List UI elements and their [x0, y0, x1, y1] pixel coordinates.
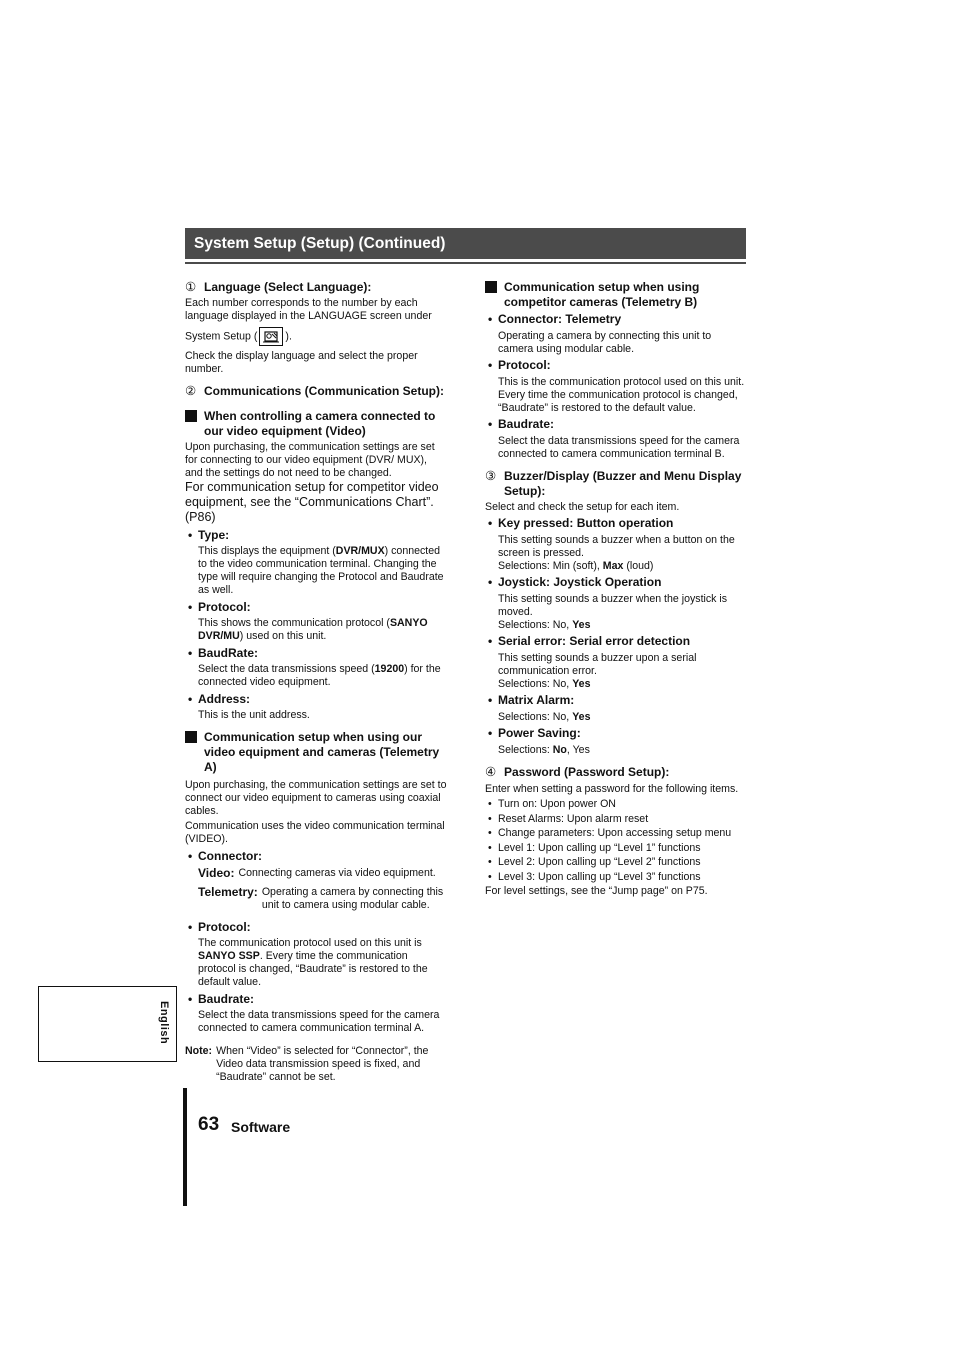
page-edge-bar: [183, 1088, 187, 1206]
telemetry-a-desc: Upon purchasing, the communication settings are set to connect our video equipment to cameras using coaxial cables.: [185, 779, 447, 817]
telemetry-a-terminal: Communication uses the video communication terminal (VIDEO).: [185, 820, 445, 845]
protocol-b-desc2: Every time the communication protocol is changed, “Baudrate” is restored to the default value.: [498, 389, 738, 414]
buzzer-heading: ③ Buzzer/Display (Buzzer and Menu Display Setup):: [485, 469, 742, 498]
protocol-desc: This shows the communication protocol (SANYO DVR/MU) used on this unit.: [198, 617, 428, 642]
list-item: • Level 1: Upon calling up “Level 1” functions: [485, 842, 747, 855]
address-desc: This is the unit address.: [198, 709, 310, 721]
connector-telemetry-row: Telemetry: Operating a camera by connecting this unit to camera using modular cable.: [198, 885, 444, 911]
protocol-a-desc: The communication protocol used on this unit is SANYO SSP. Every time the communication protocol is changed, “Baudrate” is restored to the default value.: [198, 937, 428, 988]
baudrate-a-desc: Select the data transmissions speed for the camera connected to camera communication terminal A.: [198, 1009, 440, 1034]
circled-number-3: ③: [485, 469, 497, 483]
video-competitor-note: For communication setup for competitor video equipment, see the “Communications Chart”. (P86): [185, 480, 439, 524]
connector-b-heading: • Connector: Telemetry: [485, 312, 747, 327]
joystick-heading: • Joystick: Joystick Operation: [485, 575, 747, 590]
power-saving-heading: • Power Saving:: [485, 726, 747, 741]
list-item: • Reset Alarms: Upon alarm reset: [485, 813, 747, 826]
circled-number-1: ①: [185, 280, 197, 294]
protocol-b-desc: This is the communication protocol used on this unit.: [498, 376, 745, 388]
square-bullet-icon: [185, 410, 197, 422]
telemetry-b-heading: Communication setup when using competitor cameras (Telemetry B): [485, 280, 747, 310]
page-section-label: Software: [231, 1119, 291, 1135]
address-heading: • Address:: [185, 692, 447, 707]
list-item: • Level 2: Upon calling up “Level 2” functions: [485, 856, 747, 869]
video-desc: Upon purchasing, the communication settings are set for connecting to our video equipment (DVR/ MUX), and the settings do not need to be changed.: [185, 441, 435, 479]
power-saving-selections: Selections: No, Yes: [498, 744, 590, 756]
matrix-alarm-selections: Selections: No, Yes: [498, 711, 591, 723]
key-pressed-heading: • Key pressed: Button operation: [485, 516, 747, 531]
password-items: [485, 798, 747, 884]
protocol-b-heading: • Protocol:: [485, 358, 747, 373]
buzzer-desc: Select and check the setup for each item.: [485, 501, 680, 513]
joystick-selections: Selections: No, Yes: [498, 619, 591, 631]
language-desc: Each number corresponds to the number by each language displayed in the LANGUAGE screen under: [185, 297, 432, 322]
baudrate-a-heading: • Baudrate:: [185, 992, 447, 1007]
communications-heading: ② Communications (Communication Setup):: [185, 384, 444, 398]
connector-b-desc: Operating a camera by connecting this unit to camera using modular cable.: [498, 330, 712, 355]
list-item: • Change parameters: Upon accessing setup menu: [485, 827, 747, 840]
key-pressed-selections: Selections: Min (soft), Max (loud): [498, 560, 654, 572]
system-setup-icon: [259, 327, 283, 346]
video-heading: When controlling a camera connected to our video equipment (Video): [185, 409, 447, 439]
type-heading: • Type:: [185, 528, 447, 543]
protocol-a-heading: • Protocol:: [185, 920, 447, 935]
key-pressed-desc: This setting sounds a buzzer when a button on the screen is pressed.: [498, 534, 735, 559]
list-item: • Level 3: Upon calling up “Level 3” functions: [485, 871, 747, 884]
joystick-desc: This setting sounds a buzzer when the joystick is moved.: [498, 593, 728, 618]
note: Note: When “Video” is selected for “Connector”, the Video data transmission speed is fixed, and “Baudrate” cannot be set.: [185, 1045, 429, 1083]
circled-number-4: ④: [485, 765, 497, 779]
baudrate-b-heading: • Baudrate:: [485, 417, 747, 432]
right-column: [485, 280, 747, 898]
baudrate-desc: Select the data transmissions speed (19200) for the connected video equipment.: [198, 663, 441, 688]
language-check: Check the display language and select the proper number.: [185, 350, 418, 375]
square-bullet-icon: [485, 281, 497, 293]
section-title: System Setup (Setup) (Continued): [194, 235, 446, 252]
circled-number-2: ②: [185, 384, 197, 398]
baudrate-b-desc: Select the data transmissions speed for the camera connected to camera communication terminal B.: [498, 435, 740, 460]
matrix-alarm-heading: • Matrix Alarm:: [485, 693, 747, 708]
serial-error-selections: Selections: No, Yes: [498, 678, 591, 690]
password-foot: For level settings, see the “Jump page” on P75.: [485, 885, 708, 897]
section-header-bar: [185, 228, 746, 262]
square-bullet-icon: [185, 731, 197, 743]
password-desc: Enter when setting a password for the following items.: [485, 783, 739, 795]
serial-error-desc: This setting sounds a buzzer upon a serial communication error.: [498, 652, 697, 677]
left-column: [185, 280, 447, 1084]
baudrate-heading: • BaudRate:: [185, 646, 447, 661]
type-desc: This displays the equipment (DVR/MUX) connected to the video communication terminal. Changing the type will require changing the Protocol and Baudrate as well.: [198, 545, 444, 596]
system-setup-ref: System Setup ( ).: [185, 327, 447, 346]
telemetry-a-heading: Communication setup when using our video equipment and cameras (Telemetry A): [185, 730, 447, 775]
connector-heading: • Connector:: [185, 849, 447, 864]
serial-error-heading: • Serial error: Serial error detection: [485, 634, 747, 649]
list-item: • Turn on: Upon power ON: [485, 798, 747, 811]
protocol-heading: • Protocol:: [185, 600, 447, 615]
language-tab: [38, 986, 177, 1062]
language-tab-label: English: [158, 1001, 170, 1045]
password-heading: ④ Password (Password Setup):: [485, 765, 670, 779]
page-number: 63: [198, 1114, 220, 1135]
language-heading: ① Language (Select Language):: [185, 280, 372, 294]
connector-video-row: Video: Connecting cameras via video equipment.: [198, 866, 436, 880]
